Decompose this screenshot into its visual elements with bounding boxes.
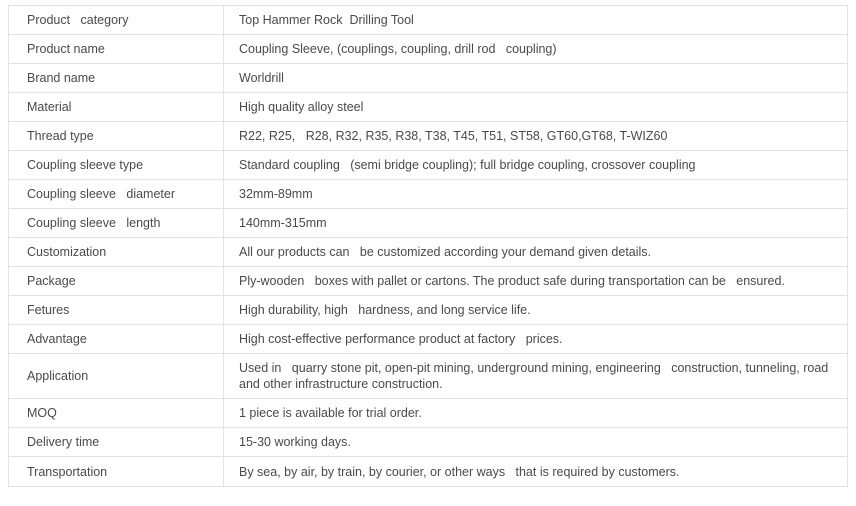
attribute-value-cell: 15-30 working days. bbox=[239, 435, 351, 449]
attribute-value-cell: Standard coupling (semi bridge coupling); full bridge coupling, crossover coupling bbox=[239, 158, 696, 172]
table-row bbox=[9, 354, 847, 399]
attribute-value-cell: High quality alloy steel bbox=[239, 100, 364, 114]
product-spec-table bbox=[8, 5, 848, 487]
table-row bbox=[9, 428, 847, 457]
attribute-label-cell: Coupling sleeve diameter bbox=[9, 180, 224, 208]
attribute-label-cell: Coupling sleeve length bbox=[9, 209, 224, 237]
table-row bbox=[9, 267, 847, 296]
table-row bbox=[9, 399, 847, 428]
attribute-label-cell: Thread type bbox=[9, 122, 224, 150]
attribute-label-cell: Delivery time bbox=[9, 428, 224, 456]
attribute-value-cell: By sea, by air, by train, by courier, or other ways that is required by customers. bbox=[239, 464, 680, 479]
table-row bbox=[9, 180, 847, 209]
attribute-label-cell: Product category bbox=[9, 6, 224, 34]
table-row bbox=[9, 296, 847, 325]
attribute-value-cell: Worldrill bbox=[239, 71, 284, 85]
attribute-value-cell: Coupling Sleeve, (couplings, coupling, drill rod coupling) bbox=[239, 42, 557, 56]
table-row bbox=[9, 35, 847, 64]
attribute-label-cell: Material bbox=[9, 93, 224, 121]
attribute-value-cell: High cost-effective performance product at factory prices. bbox=[239, 332, 563, 346]
attribute-label-cell: Transportation bbox=[9, 457, 224, 486]
table-row bbox=[9, 151, 847, 180]
table-row bbox=[9, 238, 847, 267]
table-row bbox=[9, 93, 847, 122]
table-row bbox=[9, 64, 847, 93]
attribute-label-cell: Advantage bbox=[9, 325, 224, 353]
attribute-value-cell: 32mm-89mm bbox=[239, 187, 313, 201]
attribute-value-cell: Ply-wooden boxes with pallet or cartons. The product safe during transportation can be ensured. bbox=[239, 274, 785, 288]
attribute-value-cell: High durability, high hardness, and long service life. bbox=[239, 303, 531, 317]
attribute-label-cell: Product name bbox=[9, 35, 224, 63]
attribute-value-cell: Used in quarry stone pit, open-pit mining, underground mining, engineering construction, tunneling, road and other infrastructure construction. bbox=[239, 361, 832, 391]
attribute-label-cell: Fetures bbox=[9, 296, 224, 324]
table-row bbox=[9, 6, 847, 35]
attribute-label-cell: Brand name bbox=[9, 64, 224, 92]
attribute-value-cell: All our products can be customized according your demand given details. bbox=[239, 245, 652, 259]
table-row bbox=[9, 122, 847, 151]
attribute-value-cell: R22, R25, R28, R32, R35, R38, T38, T45, T51, ST58, GT60,GT68, T-WIZ60 bbox=[239, 129, 668, 143]
attribute-label-cell: Application bbox=[9, 354, 224, 398]
table-row bbox=[9, 325, 847, 354]
table-row bbox=[9, 209, 847, 238]
attribute-value-cell: Top Hammer Rock Drilling Tool bbox=[239, 13, 414, 27]
attribute-label-cell: Customization bbox=[9, 238, 224, 266]
attribute-value-cell: 140mm-315mm bbox=[239, 216, 327, 230]
attribute-value-cell: 1 piece is available for trial order. bbox=[239, 406, 422, 420]
attribute-label-cell: Coupling sleeve type bbox=[9, 151, 224, 179]
table-row bbox=[9, 457, 847, 486]
attribute-label-cell: Package bbox=[9, 267, 224, 295]
attribute-label-cell: MOQ bbox=[9, 399, 224, 427]
